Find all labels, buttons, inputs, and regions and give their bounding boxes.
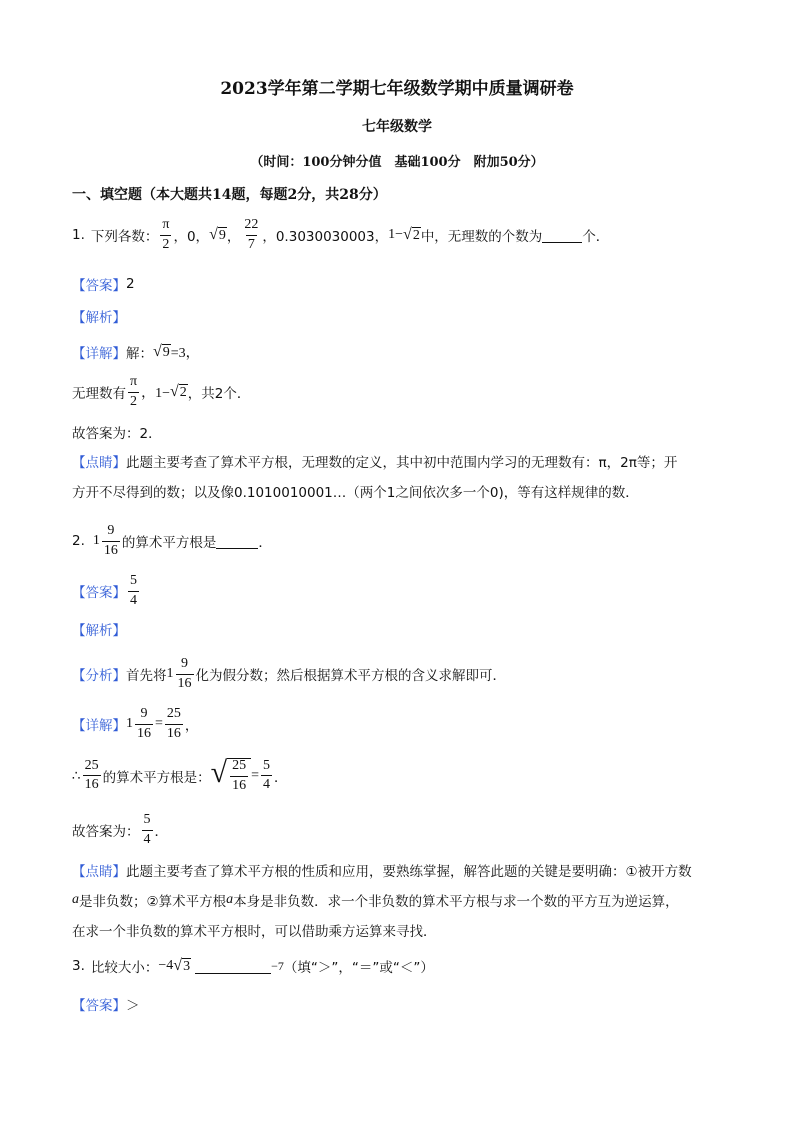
q1-pi: π bbox=[162, 217, 170, 232]
q2-fenxi-d: 16 bbox=[177, 675, 192, 691]
q2-res-d: 4 bbox=[262, 777, 270, 793]
q1-nine: 9 bbox=[218, 227, 226, 243]
q2-detail-d: 16 bbox=[137, 725, 151, 741]
q2-suffix-end: ． bbox=[258, 535, 272, 552]
q2-fenxi-whole: 1 bbox=[166, 666, 174, 682]
q3-lhs: −4 bbox=[158, 958, 174, 973]
q1-comment-row-2 bbox=[72, 481, 639, 501]
q2-sqrt-frac: √ $\frac{25}{16}$ bbox=[211, 758, 251, 793]
q1-sep1: ，0， bbox=[173, 229, 210, 246]
question-1 bbox=[72, 218, 609, 252]
q2-rhs-n: 25 bbox=[166, 706, 181, 721]
detail-label-2: 【详解】 bbox=[72, 718, 126, 735]
comment-label: 【点睛】 bbox=[72, 455, 126, 471]
q1-comment-2: 方开不尽得到的数；以及像0.1010010001…（两个1之间依次多一个0)，等有这样规律的数． bbox=[72, 485, 639, 501]
q2-eq-end: ， bbox=[184, 718, 199, 735]
q2-frac bbox=[102, 524, 120, 558]
q3-answer-row bbox=[72, 994, 140, 1014]
q1-analysis-row bbox=[72, 306, 126, 326]
q2-fenxi-post: 化为假分数；然后根据算术平方根的含义求解即可． bbox=[195, 668, 506, 685]
q2-final-pre: 故答案为： bbox=[72, 824, 140, 841]
q1-answer: 2 bbox=[126, 276, 135, 292]
analysis-label-2: 【解析】 bbox=[72, 623, 126, 639]
section-heading: 一、填空题（本大题共14题，每题2分，共28分） bbox=[72, 187, 387, 203]
q2-answer-frac bbox=[128, 574, 139, 608]
q2-detail-whole: 1 bbox=[126, 716, 133, 732]
question-2 bbox=[72, 524, 272, 558]
q2-comment-2c: a bbox=[226, 892, 234, 907]
q1-irr-mid: ，1− bbox=[141, 386, 170, 402]
exam-info: （时间：100分钟分值 基础100分 附加50分） bbox=[250, 155, 544, 170]
q2-comment-2b: 是非负数；②算术平方根 bbox=[79, 894, 227, 910]
q1-irr-post: ，共2个． bbox=[187, 386, 251, 403]
q2-th-n: 25 bbox=[84, 757, 99, 773]
q2-therefore-frac bbox=[83, 759, 101, 793]
q2-sqrt-end: ． bbox=[273, 769, 288, 786]
q2-fenxi-pre: 首先将 bbox=[126, 668, 167, 685]
q2-n: 9 bbox=[107, 523, 115, 538]
q2-sqrt-inner-frac bbox=[230, 759, 248, 793]
q2-final-row bbox=[72, 813, 168, 847]
q2-therefore: ∴ bbox=[72, 767, 81, 784]
q1-sqrt-2: √ 2 bbox=[403, 225, 420, 243]
q2-res-n: 5 bbox=[262, 757, 270, 773]
q3-number: 3. bbox=[72, 958, 85, 974]
q1-irrational-row bbox=[72, 375, 250, 409]
q2-sq-n: 25 bbox=[232, 758, 247, 773]
q2-detail-frac bbox=[135, 707, 153, 741]
q1-frac-22-over-7 bbox=[242, 218, 260, 252]
q2-detail-rhs bbox=[165, 707, 183, 741]
q2-comment-3: 在求一个非负数的算术平方根时，可以借助乘方运算来寻找． bbox=[72, 924, 437, 940]
q2-detail-row bbox=[72, 707, 198, 741]
q2-sq-d: 16 bbox=[232, 777, 247, 793]
q2-answer-blank[interactable] bbox=[216, 534, 258, 549]
q1-one-minus: 1− bbox=[388, 227, 404, 243]
q1-number: 1. bbox=[72, 227, 85, 244]
q1-sep3: ，0.3030030003， bbox=[262, 229, 389, 246]
q1-detail-pre: 解： bbox=[126, 346, 153, 362]
q1-suffix-b: 个． bbox=[582, 229, 610, 246]
q2-therefore-mid: 的算术平方根是： bbox=[102, 769, 211, 786]
q1-detail-sqrt-9: √ 9 bbox=[153, 342, 170, 360]
q2-fenxi-frac bbox=[176, 657, 194, 691]
q1-two: 2 bbox=[162, 236, 170, 252]
q1-detail-eq: =3， bbox=[170, 346, 200, 361]
q2-sqrt-under bbox=[227, 758, 251, 793]
q1-frac-pi-over-2 bbox=[160, 218, 171, 252]
q2-therefore-row bbox=[72, 758, 287, 793]
q2-answer-row bbox=[72, 574, 141, 608]
q1-suffix-a: 中，无理数的个数为 bbox=[420, 229, 543, 246]
q2-comment-1: 此题主要考查了算术平方根的性质和应用，要熟练掌握，解答此题的关键是要明确：①被开方数 bbox=[126, 864, 692, 880]
q1-sqrt-9: √ 9 bbox=[209, 225, 226, 243]
q1-comment-1: 此题主要考查了算术平方根，无理数的定义，其中初中范围内学习的无理数有：π，2π等；开 bbox=[126, 455, 678, 471]
q2-suffix: 的算术平方根是 bbox=[121, 535, 217, 552]
question-3 bbox=[72, 956, 434, 976]
q1-sep2: ， bbox=[226, 229, 241, 246]
q2-comment-2a: a bbox=[72, 892, 79, 907]
q2-comment-row-3 bbox=[72, 920, 437, 940]
q1-two-rad: 2 bbox=[412, 227, 420, 243]
q2-d: 16 bbox=[103, 542, 118, 558]
exam-subtitle: 七年级数学 bbox=[362, 119, 432, 135]
q3-hint: （填“＞”，“＝”或“＜”） bbox=[283, 960, 434, 976]
q1-22: 22 bbox=[244, 217, 259, 232]
q1-detail-row bbox=[72, 342, 200, 362]
q2-sqrt-result bbox=[261, 759, 272, 793]
q2-final-end: ． bbox=[154, 824, 168, 841]
q1-irr-rad: 2 bbox=[179, 384, 187, 400]
q1-final: 故答案为：2． bbox=[72, 426, 162, 442]
q3-sqrt-3: √ 3 bbox=[173, 956, 191, 974]
analysis-label: 【解析】 bbox=[72, 310, 126, 326]
q2-sqrt-equals: = bbox=[251, 767, 259, 783]
q3-rhs: −7 bbox=[271, 958, 284, 973]
q2-fenxi-n: 9 bbox=[181, 656, 188, 671]
q2-fenxi-row bbox=[72, 657, 506, 691]
q2-final-frac bbox=[142, 813, 153, 847]
q2-detail-n: 9 bbox=[140, 706, 148, 721]
q2-whole: 1 bbox=[92, 533, 100, 549]
q3-answer-blank[interactable] bbox=[195, 959, 271, 974]
q1-comment-row-1 bbox=[72, 451, 677, 471]
q1-irr-two: 2 bbox=[130, 393, 138, 409]
comment-label-2: 【点睛】 bbox=[72, 864, 126, 880]
q1-answer-blank[interactable] bbox=[542, 228, 582, 243]
q1-irr-pi: π bbox=[130, 374, 138, 389]
q1-final-row bbox=[72, 422, 162, 442]
q2-rhs-d: 16 bbox=[166, 725, 181, 741]
q3-prefix: 比较大小： bbox=[90, 960, 159, 976]
exam-title: 2023学年第二学期七年级数学期中质量调研卷 bbox=[220, 79, 574, 99]
answer-label: 【答案】 bbox=[72, 278, 126, 294]
q1-irr-pre: 无理数有 bbox=[72, 386, 126, 403]
q3-rad: 3 bbox=[183, 958, 191, 974]
q2-th-d: 16 bbox=[84, 777, 99, 793]
q1-irr-frac bbox=[128, 375, 139, 409]
q2-analysis-row bbox=[72, 619, 126, 639]
q2-ans-n: 5 bbox=[130, 573, 137, 588]
q2-comment-row-2 bbox=[72, 890, 679, 910]
detail-label: 【详解】 bbox=[72, 346, 126, 362]
q2-number: 2. bbox=[72, 533, 85, 550]
q2-fin-n: 5 bbox=[143, 812, 151, 827]
q1-detail-nine: 9 bbox=[162, 344, 170, 360]
q1-7: 7 bbox=[247, 236, 255, 252]
q2-comment-2d: 本身是非负数．求一个非负数的算术平方根与求一个数的平方互为逆运算， bbox=[233, 894, 679, 910]
q1-answer-row bbox=[72, 274, 135, 294]
q3-answer: ＞ bbox=[126, 998, 140, 1014]
q2-fin-d: 4 bbox=[143, 831, 151, 847]
q1-irr-sqrt-2: √ 2 bbox=[169, 382, 187, 400]
q2-comment-row-1 bbox=[72, 860, 692, 880]
q2-ans-d: 4 bbox=[130, 592, 137, 608]
answer-label-3: 【答案】 bbox=[72, 998, 126, 1014]
answer-label-2: 【答案】 bbox=[72, 585, 126, 602]
fenxi-label: 【分析】 bbox=[72, 668, 126, 685]
q2-detail-equals: = bbox=[155, 716, 163, 732]
q1-prefix: 下列各数： bbox=[90, 229, 159, 246]
